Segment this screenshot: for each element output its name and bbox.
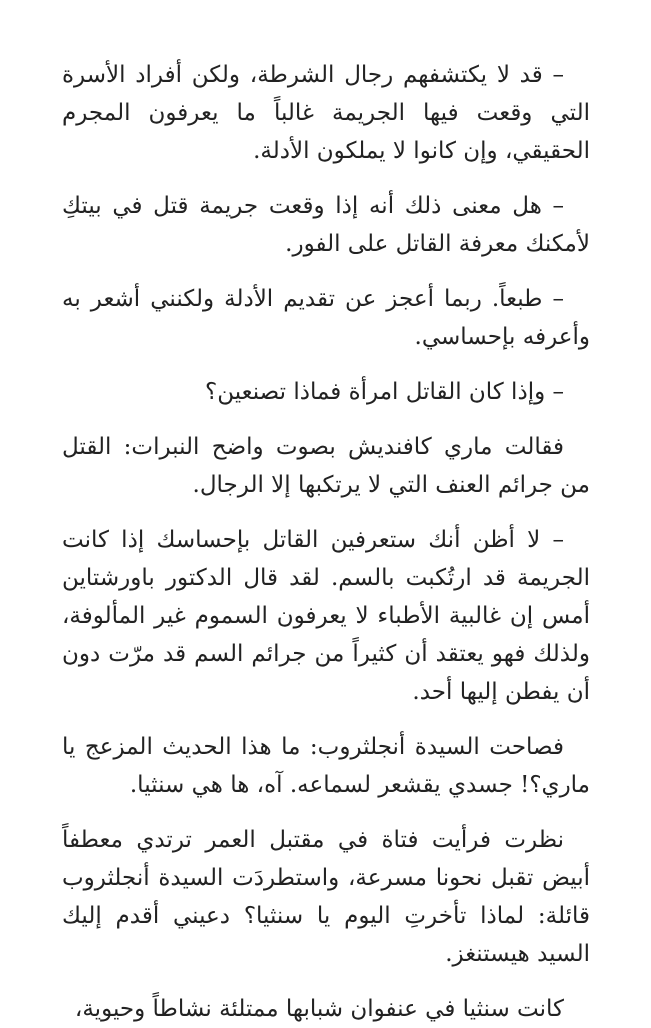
narration-paragraph: كانت سنثيا في عنفوان شبابها ممتلئة نشاطاً وحيوية، bbox=[74, 996, 564, 1022]
narration-paragraph: فقالت ماري كافنديش بصوت واضح النبرات: القتل من جرائم العنف التي لا يرتكبها إلا الرجال. bbox=[62, 434, 590, 498]
dialogue-paragraph: – لا أظن أنك ستعرفين القاتل بإحساسك إذا كانت الجريمة قد ارتُكبت بالسم. لقد قال الدكتور باورشتاين أمس إن غالبية الأطباء لا يعرفون السموم غير المألوفة، ولذلك فهو يعتقد أن كثيراً من جرائم السم قد مرّت دون أن يفطن إليها أحد. bbox=[62, 527, 590, 705]
book-page bbox=[62, 56, 590, 1028]
narration-paragraph: فصاحت السيدة أنجلثروب: ما هذا الحديث المزعج يا ماري؟! جسدي يقشعر لسماعه. آه، ها هي سنثيا. bbox=[62, 734, 590, 798]
narration-paragraph: نظرت فرأيت فتاة في مقتبل العمر ترتدي معطفاً أبيض تقبل نحونا مسرعة، واستطردَت السيدة أنجلثروب قائلة: لماذا تأخرتِ اليوم يا سنثيا؟ دعيني أقدم إليك السيد هيستنغز. bbox=[62, 827, 590, 967]
dialogue-paragraph: – وإذا كان القاتل امرأة فماذا تصنعين؟ bbox=[204, 379, 564, 405]
dialogue-paragraph: – هل معنى ذلك أنه إذا وقعت جريمة قتل في بيتكِ لأمكنك معرفة القاتل على الفور. bbox=[62, 193, 590, 257]
dialogue-paragraph: – طبعاً. ربما أعجز عن تقديم الأدلة ولكنني أشعر به وأعرفه بإحساسي. bbox=[62, 286, 590, 350]
dialogue-paragraph: – قد لا يكتشفهم رجال الشرطة، ولكن أفراد الأسرة التي وقعت فيها الجريمة غالباً ما يعرفون المجرم الحقيقي، وإن كانوا لا يملكون الأدلة. bbox=[62, 62, 590, 164]
